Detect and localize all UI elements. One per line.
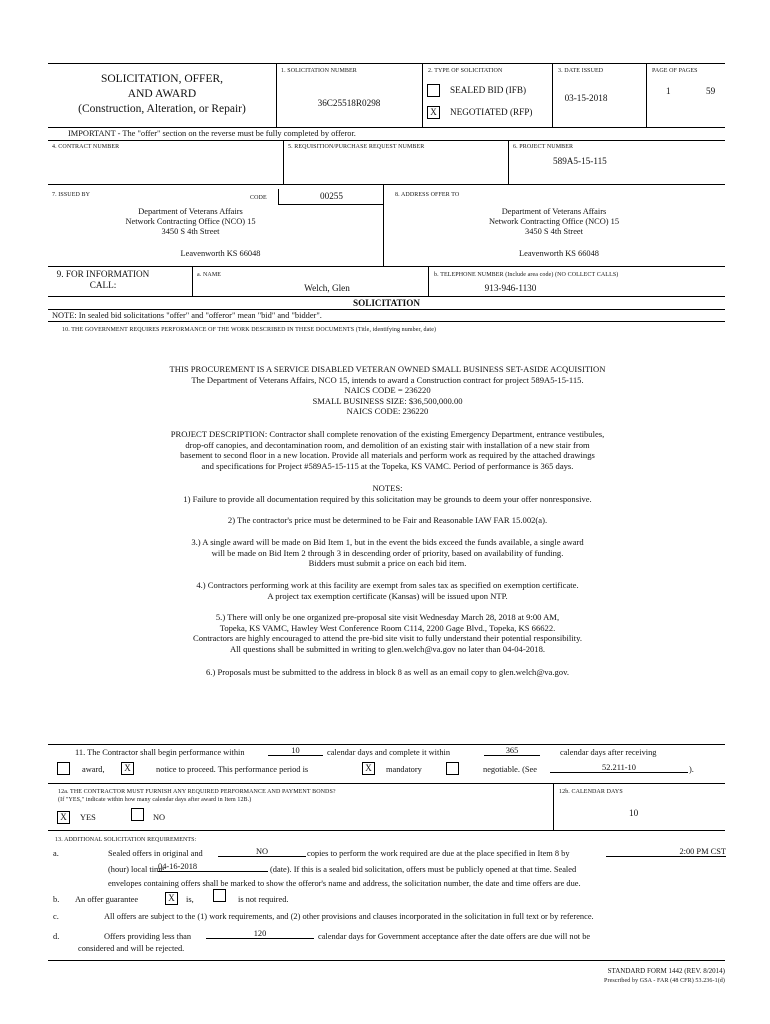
divider xyxy=(508,140,509,184)
body-line: All questions shall be submitted in writing to glen.welch@va.gov no later than 04-04-2018. xyxy=(229,643,546,654)
body-line: 5.) There will only be one organized pre-proposal site visit Wednesday March 28, 2018 at 9:00 AM, xyxy=(215,612,560,622)
date-issued: 03-15-2018 xyxy=(564,93,608,103)
body-line: 1) Failure to provide all documentation required by this solicitation may be grounds to deem your offer nonresponsive. xyxy=(183,494,592,504)
code-label: CODE xyxy=(250,195,267,201)
divider xyxy=(48,140,725,141)
body-line: NAICS CODE: 236220 xyxy=(346,406,429,417)
acceptance-days: 120 xyxy=(206,929,314,939)
divider xyxy=(48,309,725,310)
address-line: Network Contracting Office (NCO) 15 xyxy=(488,217,620,226)
requisition-label: 5. REQUISITION/PURCHASE REQUEST NUMBER xyxy=(288,144,425,150)
item-11-text: calendar days after receiving xyxy=(560,748,657,757)
award-label: award, xyxy=(82,765,105,774)
phone-label: b. TELEPHONE NUMBER (Include area code) (NO COLLECT CALLS) xyxy=(434,272,619,278)
item-13d-text: considered and will be rejected. xyxy=(78,944,185,953)
bottom-border xyxy=(48,960,725,961)
divider xyxy=(48,127,725,128)
form-number: STANDARD FORM 1442 (REV. 8/2014) xyxy=(607,967,725,975)
address-offer-label: 8. ADDRESS OFFER TO xyxy=(395,192,460,198)
note-6 xyxy=(60,667,715,678)
body-line: 6.) Proposals must be submitted to the address in block 8 as well as an email copy to glen.welch@va.gov. xyxy=(206,667,569,677)
item-13a-letter: a. xyxy=(53,849,59,858)
negotiable-checkbox[interactable] xyxy=(446,762,459,775)
guarantee-is-label: is, xyxy=(186,895,194,904)
note-4 xyxy=(60,580,715,601)
body-line: Topeka, KS VAMC, Hawley West Conference Room C114, 2200 Gage Blvd., Topeka, KS 66622. xyxy=(219,622,556,633)
notice-to-proceed-checkbox[interactable]: X xyxy=(121,762,134,775)
sealed-bid-note: NOTE: In sealed bid solicitations "offer" and "offeror" mean "bid" and "bidder". xyxy=(52,311,322,320)
address-line: 3450 S 4th Street xyxy=(525,227,583,236)
item-13d-text: calendar days for Government acceptance after the date offers are due will not be xyxy=(318,932,591,941)
guarantee-required-checkbox[interactable]: X xyxy=(165,892,178,905)
project-number: 589A5-15-115 xyxy=(553,156,607,166)
address-line: Network Contracting Office (NCO) 15 xyxy=(125,217,256,226)
divider xyxy=(48,296,725,297)
body-line: NAICS CODE = 236220 xyxy=(344,385,431,396)
page-of-pages-label: PAGE OF PAGES xyxy=(652,68,698,74)
notice-text: notice to proceed. This performance period is xyxy=(156,765,309,774)
divider xyxy=(48,744,725,745)
address-offer-city: Leavenworth KS 66048 xyxy=(518,249,599,258)
item-10-label: 10. THE GOVERNMENT REQUIRES PERFORMANCE OF THE WORK DESCRIBED IN THESE DOCUMENTS (Title, identifying number, date) xyxy=(62,327,437,333)
item-11-text: calendar days and complete it within xyxy=(327,748,451,757)
bonds-yes-checkbox[interactable]: X xyxy=(57,811,70,824)
total-pages: 59 xyxy=(706,86,716,96)
see-reference: 52.211-10 xyxy=(550,763,688,773)
issuing-office-code: 00255 xyxy=(320,191,343,201)
due-time: 2:00 PM CST xyxy=(606,847,726,857)
solicitation-number-label: 1. SOLICITATION NUMBER xyxy=(281,68,357,74)
body-line: THIS PROCUREMENT IS A SERVICE DISABLED VETERAN OWNED SMALL BUSINESS SET-ASIDE ACQUISITION xyxy=(169,364,606,374)
issued-by-label: 7. ISSUED BY xyxy=(52,192,91,198)
award-checkbox[interactable] xyxy=(57,762,70,775)
calendar-days: 10 xyxy=(629,808,639,818)
item-13d-letter: d. xyxy=(53,932,60,941)
info-call-label-line: CALL: xyxy=(89,280,117,290)
note-1 xyxy=(60,494,715,505)
intro-block xyxy=(60,364,715,417)
body-line: Contractors are highly encouraged to attend the pre-bid site visit to fully understand their potential responsibility. xyxy=(193,633,582,644)
mandatory-checkbox[interactable]: X xyxy=(362,762,375,775)
solicitation-type-label: 2. TYPE OF SOLICITATION xyxy=(428,68,503,74)
body-line: Bidders must submit a price on each bid item. xyxy=(308,558,467,569)
body-line: PROJECT DESCRIPTION: Contractor shall complete renovation of the existing Emergency Department, entrance vestibules, xyxy=(170,429,605,439)
divider xyxy=(283,140,284,184)
solicitation-heading: SOLICITATION xyxy=(352,298,421,308)
item-13a-text: (date). If this is a sealed bid solicitation, offers must be publicly opened at that time. Sealed xyxy=(270,865,577,874)
bonds-no-checkbox[interactable] xyxy=(131,808,144,821)
item-13c-text: All offers are subject to the (1) work requirements, and (2) other provisions and clauses incorporated in the solicitation in full text or by reference. xyxy=(104,912,594,921)
item-13d-text: Offers providing less than xyxy=(104,932,192,941)
issued-by-address xyxy=(48,207,333,237)
address-offer-address xyxy=(383,207,725,237)
item-13c-letter: c. xyxy=(53,912,59,921)
body-line: SMALL BUSINESS SIZE: $36,500,000.00 xyxy=(312,395,463,406)
body-line: The Department of Veterans Affairs, NCO 15, intends to award a Construction contract for project 589A5-15-115. xyxy=(191,374,584,385)
important-notice: IMPORTANT - The "offer" section on the reverse must be fully completed by offeror. xyxy=(68,129,356,138)
sealed-bid-checkbox[interactable] xyxy=(427,84,440,97)
item-12b-label: 12b. CALENDAR DAYS xyxy=(559,789,623,795)
guarantee-not-required-checkbox[interactable] xyxy=(213,889,226,902)
divider xyxy=(422,63,423,127)
sealed-bid-label: SEALED BID (IFB) xyxy=(450,85,527,95)
form-title-line: SOLICITATION, OFFER, xyxy=(100,73,224,85)
page-number: 1 xyxy=(666,86,671,96)
body-line: and specifications for Project #589A5-15-115 at the Topeka, KS VAMC. Period of performance is 365 days. xyxy=(201,460,574,471)
item-13a-text: copies to perform the work required are due at the place specified in Item 8 by xyxy=(307,849,570,858)
project-number-label: 6. PROJECT NUMBER xyxy=(513,144,574,150)
divider xyxy=(276,63,277,127)
address-line: Department of Veterans Affairs xyxy=(138,207,243,216)
item-12a-label: 12a. THE CONTRACTOR MUST FURNISH ANY REQUIRED PERFORMANCE AND PAYMENT BONDS? xyxy=(58,789,336,795)
negotiable-label: negotiable. (See xyxy=(483,765,537,774)
item-13b-text: An offer guarantee xyxy=(75,895,139,904)
negotiated-label: NEGOTIATED (RFP) xyxy=(450,107,533,117)
contact-phone: 913-946-1130 xyxy=(484,283,537,293)
bonds-yes-label: YES xyxy=(80,813,96,822)
item-13a-text: envelopes containing offers shall be marked to show the offeror's name and address, the solicitation number, the date and time offers are due. xyxy=(108,879,581,888)
form-title-line: (Construction, Alteration, or Repair) xyxy=(78,103,246,115)
bonds-no-label: NO xyxy=(153,813,166,822)
note-2 xyxy=(60,515,715,526)
negotiated-checkbox[interactable]: X xyxy=(427,106,440,119)
item-12a-note: (If "YES," indicate within how many calendar days after award in Item 12B.) xyxy=(58,797,252,803)
date-issued-label: 3. DATE ISSUED xyxy=(558,68,604,74)
address-line: 3450 S 4th Street xyxy=(161,227,220,236)
guarantee-not-label: is not required. xyxy=(238,895,289,904)
days-to-begin: 10 xyxy=(268,746,323,756)
form-title-line: AND AWARD xyxy=(127,88,197,100)
item-13a-text: Sealed offers in original and xyxy=(108,849,203,858)
notes-heading: NOTES: xyxy=(372,483,403,493)
divider xyxy=(48,321,725,322)
body-line: 2) The contractor's price must be determined to be Fair and Reasonable IAW FAR 15.002(a). xyxy=(227,515,548,525)
prescribed-by: Prescribed by GSA - FAR (48 CFR) 53.236-1(d) xyxy=(604,978,725,984)
note-3 xyxy=(60,537,715,569)
divider xyxy=(48,266,725,267)
see-close: ). xyxy=(689,765,694,774)
body-line: 3.) A single award will be made on Bid Item 1, but in the event the bids exceed the funds available, a single award xyxy=(191,537,584,547)
item-13a-text: (hour) local time xyxy=(108,865,165,874)
divider xyxy=(48,184,725,185)
address-line: Department of Veterans Affairs xyxy=(501,207,607,216)
form-title xyxy=(48,72,276,117)
divider xyxy=(48,783,725,784)
copies-count: NO xyxy=(218,847,306,857)
note-5 xyxy=(60,612,715,654)
name-label: a. NAME xyxy=(197,272,222,278)
divider xyxy=(48,830,725,831)
project-description xyxy=(60,429,715,471)
code-box xyxy=(278,189,384,205)
item-13b-letter: b. xyxy=(53,895,60,904)
body-line: 4.) Contractors performing work at this facility are exempt from sales tax as specified on exemption certificate. xyxy=(196,580,579,590)
days-to-complete: 365 xyxy=(484,746,540,756)
mandatory-label: mandatory xyxy=(386,765,422,774)
issued-by-city: Leavenworth KS 66048 xyxy=(180,249,261,258)
item-11-text: 11. The Contractor shall begin performance within xyxy=(75,748,245,757)
info-call-label xyxy=(48,269,158,291)
body-line: will be made on Bid Item 2 through 3 in descending order of priority, based on availability of funding. xyxy=(211,547,564,558)
body-line: drop-off canopies, and decontamination room, and demolition of an existing stair with installation of a new stair from xyxy=(185,439,590,450)
divider xyxy=(646,63,647,127)
body-line: A project tax exemption certificate (Kansas) will be issued upon NTP. xyxy=(267,590,508,601)
contact-name: Welch, Glen xyxy=(304,283,350,293)
solicitation-number: 36C25518R0298 xyxy=(317,98,381,108)
top-border xyxy=(48,63,725,64)
body-line: basement to second floor in a new location. Provide all materials and perform work as required by the attached drawings xyxy=(180,450,595,461)
due-date: 04-16-2018 xyxy=(158,862,268,872)
divider xyxy=(553,783,554,830)
contract-number-label: 4. CONTRACT NUMBER xyxy=(52,144,120,150)
item-13-label: 13. ADDITIONAL SOLICITATION REQUIREMENTS: xyxy=(55,837,197,843)
info-call-label-line: 9. FOR INFORMATION xyxy=(56,269,150,279)
